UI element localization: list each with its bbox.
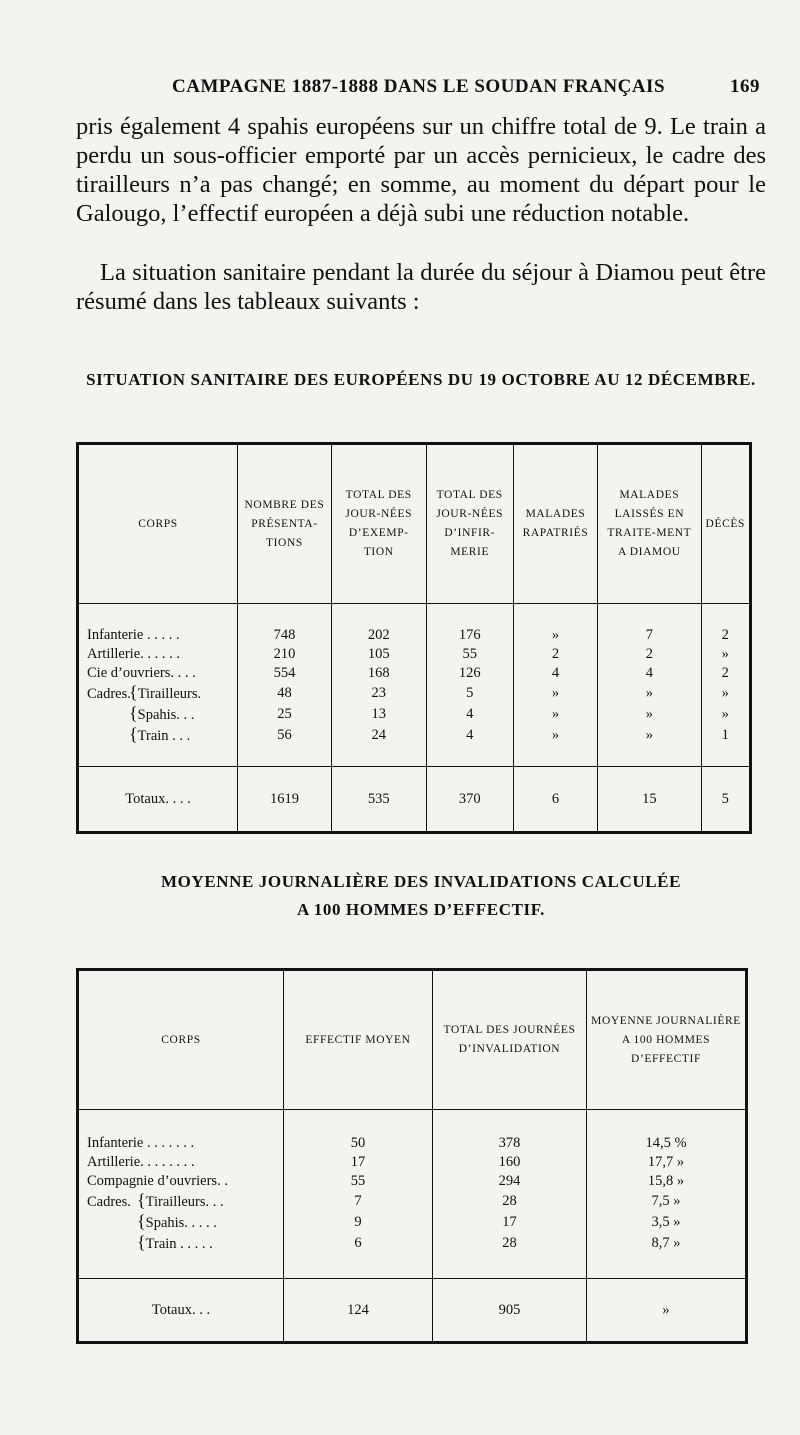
totals-row bbox=[78, 767, 751, 833]
table-cell: 4 bbox=[426, 725, 513, 767]
table-cell: 24 bbox=[331, 725, 426, 767]
table-cell: 7 bbox=[598, 604, 701, 646]
table-cell: 8,7 » bbox=[587, 1233, 747, 1279]
table-row bbox=[78, 683, 751, 704]
table-cell: 17 bbox=[433, 1212, 587, 1233]
table-cell: 4 bbox=[426, 704, 513, 725]
table2-header-corps: CORPS bbox=[78, 970, 284, 1110]
table-cell: 7,5 » bbox=[587, 1191, 747, 1212]
table-cell: 748 bbox=[238, 604, 332, 646]
total-cell: 1619 bbox=[238, 767, 332, 833]
row-label-group: {Train . . . bbox=[78, 725, 238, 767]
table-cell: 160 bbox=[433, 1153, 587, 1172]
total-cell: 6 bbox=[513, 767, 597, 833]
row-label: Tirailleurs. bbox=[137, 686, 202, 702]
table-row bbox=[78, 1172, 747, 1191]
table-row bbox=[78, 645, 751, 664]
table-row bbox=[78, 1191, 747, 1212]
table-cell: 202 bbox=[331, 604, 426, 646]
total-cell: 5 bbox=[701, 767, 750, 833]
row-label: Compagnie d’ouvriers. . bbox=[78, 1172, 284, 1191]
row-label-group: Cadres.{Tirailleurs. bbox=[78, 683, 238, 704]
row-label: Tirailleurs. . . bbox=[145, 1194, 224, 1210]
table-cell: 50 bbox=[284, 1110, 433, 1154]
table-row bbox=[78, 1110, 747, 1154]
cadres-label: Cadres. bbox=[87, 686, 131, 702]
total-cell: 905 bbox=[433, 1279, 587, 1343]
table-cell: 23 bbox=[331, 683, 426, 704]
table2-header-total: TOTAL DES JOURNÉES D’INVALIDATION bbox=[433, 970, 587, 1110]
row-label-group: {Spahis. . . bbox=[78, 704, 238, 725]
table-cell: 2 bbox=[701, 604, 750, 646]
page-number: 169 bbox=[730, 76, 760, 97]
table-cell: 4 bbox=[598, 664, 701, 683]
table1-header-row bbox=[78, 444, 751, 604]
row-label: Cie d’ouvriers. . . . bbox=[78, 664, 238, 683]
table-cell: 4 bbox=[513, 664, 597, 683]
table-cell: 15,8 » bbox=[587, 1172, 747, 1191]
table-cell: » bbox=[598, 704, 701, 725]
row-label: Infanterie . . . . . bbox=[78, 604, 238, 646]
table-cell: 28 bbox=[433, 1233, 587, 1279]
table-row bbox=[78, 725, 751, 767]
row-label: Spahis. . . . . bbox=[145, 1215, 217, 1231]
table-cell: 378 bbox=[433, 1110, 587, 1154]
table1-header-corps: CORPS bbox=[78, 444, 238, 604]
row-label: Spahis. . . bbox=[137, 707, 195, 723]
table-cell: » bbox=[513, 725, 597, 767]
table-cell: 126 bbox=[426, 664, 513, 683]
table-cell: 28 bbox=[433, 1191, 587, 1212]
table-cell: » bbox=[598, 725, 701, 767]
table-cell: 6 bbox=[284, 1233, 433, 1279]
table-row bbox=[78, 704, 751, 725]
table2-title-line2: A 100 HOMMES D’EFFECTIF. bbox=[296, 900, 545, 919]
table-cell: 2 bbox=[598, 645, 701, 664]
table-cell: 17 bbox=[284, 1153, 433, 1172]
table-cell: 25 bbox=[238, 704, 332, 725]
table-cell: 554 bbox=[238, 664, 332, 683]
table-cell: 55 bbox=[284, 1172, 433, 1191]
table-row bbox=[78, 1153, 747, 1172]
table-cell: 17,7 » bbox=[587, 1153, 747, 1172]
table-cell: » bbox=[701, 704, 750, 725]
table2-title-line1: MOYENNE JOURNALIÈRE DES INVALIDATIONS CALCULÉE bbox=[160, 872, 682, 891]
total-cell: 124 bbox=[284, 1279, 433, 1343]
row-label-group: {Train . . . . . bbox=[78, 1233, 284, 1279]
table1-header-deces: DÉCÈS bbox=[701, 444, 750, 604]
totals-label: Totaux. . . . bbox=[78, 767, 238, 833]
total-cell: 370 bbox=[426, 767, 513, 833]
table-cell: 48 bbox=[238, 683, 332, 704]
table-cell: 56 bbox=[238, 725, 332, 767]
table-cell: » bbox=[701, 645, 750, 664]
sanitary-situation-table bbox=[76, 442, 752, 834]
table-cell: » bbox=[513, 683, 597, 704]
table-row bbox=[78, 604, 751, 646]
table-cell: » bbox=[701, 683, 750, 704]
table-row bbox=[78, 664, 751, 683]
row-label: Train . . . . . bbox=[145, 1236, 213, 1252]
total-cell: 535 bbox=[331, 767, 426, 833]
table-cell: 2 bbox=[513, 645, 597, 664]
table-cell: » bbox=[513, 604, 597, 646]
table-row bbox=[78, 1212, 747, 1233]
cadres-label: Cadres. bbox=[87, 1194, 131, 1210]
table2-header-moyenne: MOYENNE JOURNALIÈRE A 100 HOMMES D’EFFECTIF bbox=[587, 970, 747, 1110]
table-cell: 9 bbox=[284, 1212, 433, 1233]
row-label: Artillerie. . . . . . bbox=[78, 645, 238, 664]
table-cell: 105 bbox=[331, 645, 426, 664]
running-head-title: CAMPAGNE 1887-1888 DANS LE SOUDAN FRANÇAIS bbox=[172, 76, 666, 97]
table2-header-effectif: EFFECTIF MOYEN bbox=[284, 970, 433, 1110]
table-cell: 294 bbox=[433, 1172, 587, 1191]
table-row bbox=[78, 1233, 747, 1279]
table-cell: 168 bbox=[331, 664, 426, 683]
total-cell: » bbox=[587, 1279, 747, 1343]
table-cell: 5 bbox=[426, 683, 513, 704]
table-cell: 3,5 » bbox=[587, 1212, 747, 1233]
row-label: Infanterie . . . . . . . bbox=[78, 1110, 284, 1154]
total-cell: 15 bbox=[598, 767, 701, 833]
table1-header-exemption: TOTAL DES JOUR-NÉES D’EXEMP-TION bbox=[331, 444, 426, 604]
table1-header-infirmerie: TOTAL DES JOUR-NÉES D’INFIR-MERIE bbox=[426, 444, 513, 604]
invalidation-average-table bbox=[76, 968, 748, 1344]
table-cell: 176 bbox=[426, 604, 513, 646]
table-cell: 55 bbox=[426, 645, 513, 664]
totals-row bbox=[78, 1279, 747, 1343]
table1-title: SITUATION SANITAIRE DES EUROPÉENS DU 19 OCTOBRE AU 12 DÉCEMBRE. bbox=[86, 370, 756, 389]
table1-header-rapatries: MALADES RAPATRIÉS bbox=[513, 444, 597, 604]
totals-label: Totaux. . . bbox=[78, 1279, 284, 1343]
table2-header-row bbox=[78, 970, 747, 1110]
row-label-group: Cadres. {Tirailleurs. . . bbox=[78, 1191, 284, 1212]
row-label-group: {Spahis. . . . . bbox=[78, 1212, 284, 1233]
table-cell: 2 bbox=[701, 664, 750, 683]
table-cell: 210 bbox=[238, 645, 332, 664]
table1-header-laisses: MALADES LAISSÉS EN TRAITE-MENT A DIAMOU bbox=[598, 444, 701, 604]
paragraph-2: La situation sanitaire pendant la durée du séjour à Diamou peut être résumé dans les tableaux suivants : bbox=[76, 259, 766, 315]
table-cell: 1 bbox=[701, 725, 750, 767]
table-cell: 7 bbox=[284, 1191, 433, 1212]
paragraph-1: pris également 4 spahis européens sur un chiffre total de 9. Le train a perdu un sous-officier emporté par un accès pernicieux, le cadre des tirailleurs n’a pas changé; en somme, au moment du départ pour le Galougo, l’effectif européen a déjà subi une réduction notable. bbox=[76, 113, 766, 227]
row-label: Train . . . bbox=[137, 728, 191, 744]
table-cell: 14,5 % bbox=[587, 1110, 747, 1154]
table-cell: 13 bbox=[331, 704, 426, 725]
table1-header-presentations: NOMBRE DES PRÉSENTA-TIONS bbox=[238, 444, 332, 604]
table-cell: » bbox=[513, 704, 597, 725]
table-cell: » bbox=[598, 683, 701, 704]
row-label: Artillerie. . . . . . . . bbox=[78, 1153, 284, 1172]
